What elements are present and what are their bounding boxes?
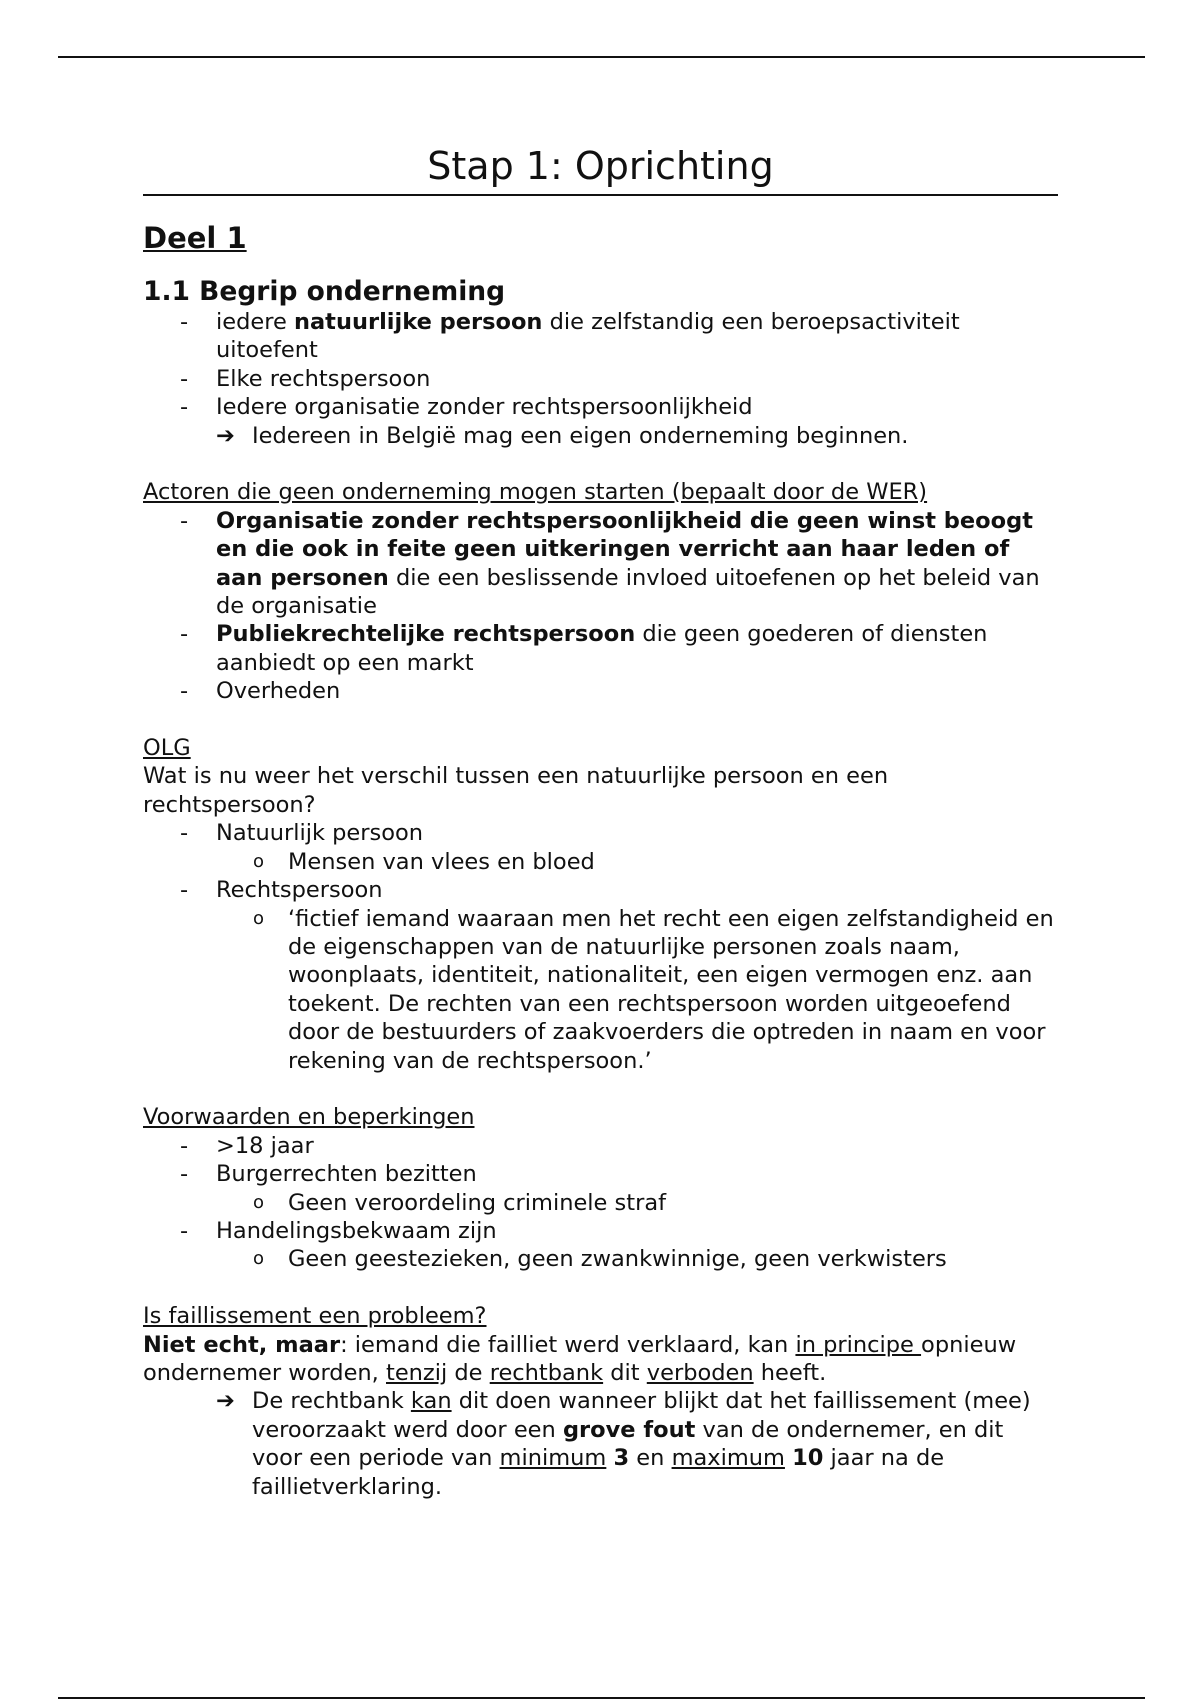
dash-bullet: - xyxy=(180,820,189,847)
dash-bullet: - xyxy=(180,365,189,392)
list-item: - Overheden xyxy=(180,678,341,705)
dash-bullet: - xyxy=(180,1217,189,1244)
list-item: - Publiekrechtelijke rechtspersoon die geen goederen of diensten aanbiedt op een markt xyxy=(180,621,988,676)
sub-list-item: o ‘fictief iemand waaraan men het recht een eigen zelfstandigheid en de eigenschappen van de natuurlijke personen zoals naam, woonplaats, identiteit, nationaliteit, een eigen vermogen enz. aan toekent. De rechten van een rechtspersoon worden uitgeoefend door de bestuurders of zaakvoerders die optreden in naam en voor rekening van de rechtspersoon.’ xyxy=(253,905,1054,1074)
circle-bullet: o xyxy=(253,1248,265,1270)
faillissement-paragraph: Niet echt, maar: iemand die failliet werd verklaard, kan in principe opnieuw ondernemer worden, tenzij de rechtbank dit verboden heeft. xyxy=(143,1331,1017,1386)
document-page xyxy=(143,138,1058,1501)
sub-list-item: o Mensen van vlees en bloed xyxy=(253,848,595,875)
list-item: - Organisatie zonder rechtspersoonlijkheid die geen winst beoogt en die ook in feite geen uitkeringen verricht aan haar leden of aan personen die een beslissende invloed uitoefenen op het beleid van de organisatie xyxy=(180,507,1040,620)
subheading-voorwaarden: Voorwaarden en beperkingen xyxy=(143,1104,475,1131)
dash-bullet: - xyxy=(180,1132,189,1159)
arrow-icon: ➔ xyxy=(216,422,235,449)
part-heading: Deel 1 xyxy=(143,221,247,255)
list-item: - Iedere organisatie zonder rechtspersoonlijkheid xyxy=(180,394,753,421)
footer-rule xyxy=(58,1697,1145,1699)
list-item: - Burgerrechten bezitten xyxy=(180,1161,477,1188)
circle-bullet: o xyxy=(253,1191,265,1213)
list-item: - Elke rechtspersoon xyxy=(180,365,431,392)
dash-bullet: - xyxy=(180,621,189,648)
dash-bullet: - xyxy=(180,1161,189,1188)
dash-bullet: - xyxy=(180,877,189,904)
list-item: - >18 jaar xyxy=(180,1132,314,1159)
arrow-note: ➔ De rechtbank kan dit doen wanneer blijkt dat het faillissement (mee) veroorzaakt werd door een grove fout van de ondernemer, en dit voor een periode van minimum 3 en maximum 10 jaar na de faillietverklaring. xyxy=(216,1388,1031,1500)
subheading-faillissement: Is faillissement een probleem? xyxy=(143,1303,487,1330)
subheading-olg: OLG xyxy=(143,735,191,762)
list-item: - Handelingsbekwaam zijn xyxy=(180,1217,497,1244)
sub-list-item: o Geen geestezieken, geen zwankwinnige, geen verkwisters xyxy=(253,1246,947,1273)
list-item: - Natuurlijk persoon xyxy=(180,820,424,847)
circle-bullet: o xyxy=(253,907,265,929)
section-heading: 1.1 Begrip onderneming xyxy=(143,276,506,307)
dash-bullet: - xyxy=(180,309,189,335)
arrow-icon: ➔ xyxy=(216,1388,235,1415)
circle-bullet: o xyxy=(253,850,265,872)
dash-bullet: - xyxy=(180,507,189,534)
sub-list-item: o Geen veroordeling criminele straf xyxy=(253,1189,667,1216)
dash-bullet: - xyxy=(180,394,189,421)
document-title: Stap 1: Oprichting xyxy=(143,138,1058,196)
list-item: - Rechtspersoon xyxy=(180,877,383,904)
subheading-actoren: Actoren die geen onderneming mogen starten (bepaalt door de WER) xyxy=(143,479,928,506)
arrow-note: ➔ Iedereen in België mag een eigen onderneming beginnen. xyxy=(216,422,909,449)
dash-bullet: - xyxy=(180,678,189,705)
olg-question: Wat is nu weer het verschil tussen een natuurlijke persoon en een rechtspersoon? xyxy=(143,763,889,818)
header-rule xyxy=(58,56,1145,58)
list-item: - iedere natuurlijke persoon die zelfstandig een beroepsactiviteit uitoefent xyxy=(180,309,960,364)
